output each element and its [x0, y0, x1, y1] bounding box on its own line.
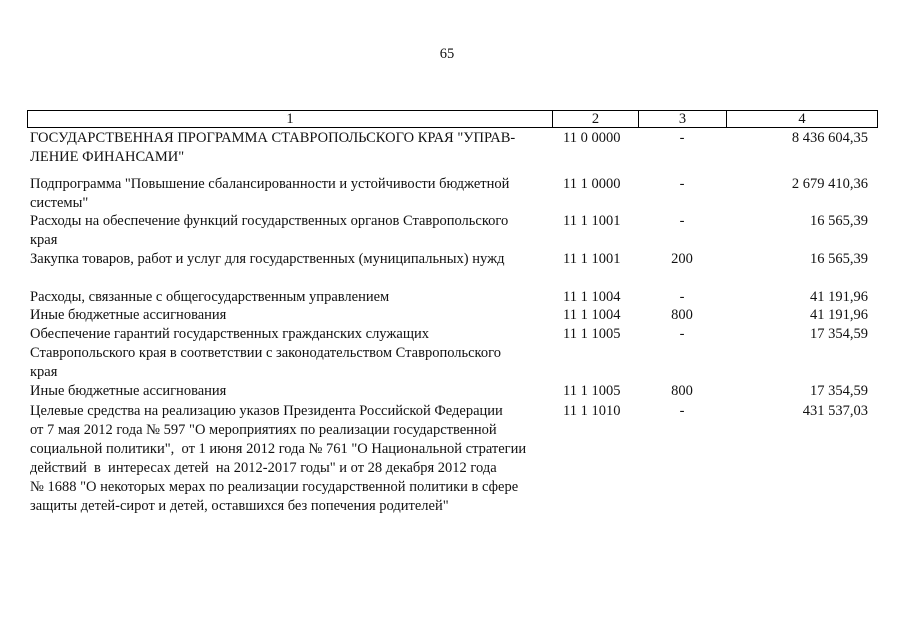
row-description: [30, 129, 550, 167]
description-line: Иные бюджетные ассигнования: [30, 307, 227, 323]
description-line: Целевые средства на реализацию указов Президента Российской Федерации: [30, 403, 503, 419]
row-amount: 8 436 604,35: [791, 130, 868, 146]
row-code: 11 1 0000: [563, 176, 621, 192]
row-description: [30, 325, 550, 382]
row-amount: 16 565,39: [810, 251, 868, 267]
row-kind: -: [679, 326, 685, 342]
row-description: [30, 175, 550, 213]
description-line: Расходы на обеспечение функций государственных органов Ставропольского: [30, 213, 509, 229]
row-amount: 41 191,96: [810, 307, 868, 323]
row-code: 11 1 1005: [563, 326, 621, 342]
column-header-2: 2: [553, 111, 639, 127]
description-line: Иные бюджетные ассигнования: [30, 383, 227, 399]
row-kind: -: [679, 213, 685, 229]
row-kind: -: [679, 130, 685, 146]
description-line: от 7 мая 2012 года № 597 "О мероприятиях по реализации государственной: [30, 422, 497, 438]
row-code: 11 0 0000: [563, 130, 621, 146]
description-line: защиты детей-сирот и детей, оставшихся без попечения родителей": [30, 498, 449, 514]
row-code: 11 1 1001: [563, 251, 621, 267]
row-code: 11 1 1010: [563, 403, 621, 419]
table-header-row: [27, 110, 878, 128]
row-description: [30, 288, 550, 307]
description-line: ЛЕНИЕ ФИНАНСАМИ": [30, 149, 185, 165]
description-line: Ставропольского края в соответствии с законодательством Ставропольского: [30, 345, 501, 361]
row-kind: -: [679, 289, 685, 305]
description-line: края: [30, 364, 58, 380]
row-code: 11 1 1001: [563, 213, 621, 229]
row-kind: 200: [671, 251, 693, 267]
row-kind: -: [679, 403, 685, 419]
row-amount: 2 679 410,36: [791, 176, 868, 192]
row-description: [30, 212, 550, 250]
column-header-1: 1: [28, 111, 553, 127]
row-amount: 17 354,59: [810, 326, 868, 342]
description-line: Подпрограмма "Повышение сбалансированности и устойчивости бюджетной: [30, 176, 510, 192]
description-line: Расходы, связанные с общегосударственным управлением: [30, 289, 390, 305]
row-code: 11 1 1004: [563, 289, 621, 305]
row-kind: 800: [671, 307, 693, 323]
description-line: Закупка товаров, работ и услуг для государственных (муниципальных) нужд: [30, 251, 505, 267]
row-description: [30, 402, 550, 516]
description-line: действий в интересах детей на 2012-2017 годы" и от 28 декабря 2012 года: [30, 460, 497, 476]
description-line: № 1688 "О некоторых мерах по реализации государственной политики в сфере: [30, 479, 519, 495]
row-description: [30, 382, 550, 401]
row-amount: 431 537,03: [802, 403, 868, 419]
description-line: Обеспечение гарантий государственных гражданских служащих: [30, 326, 429, 342]
row-description: [30, 250, 550, 269]
description-line: системы": [30, 195, 89, 211]
row-kind: -: [679, 176, 685, 192]
description-line: социальной политики", от 1 июня 2012 года № 761 "О Национальной стратегии: [30, 441, 527, 457]
description-line: ГОСУДАРСТВЕННАЯ ПРОГРАММА СТАВРОПОЛЬСКОГО КРАЯ "УПРАВ-: [30, 130, 516, 146]
row-amount: 17 354,59: [810, 383, 868, 399]
row-kind: 800: [671, 383, 693, 399]
column-header-3: 3: [639, 111, 727, 127]
page-number: 65: [439, 46, 455, 62]
row-amount: 41 191,96: [810, 289, 868, 305]
column-header-4: 4: [798, 111, 806, 127]
row-amount: 16 565,39: [810, 213, 868, 229]
row-description: [30, 306, 550, 325]
row-code: 11 1 1005: [563, 383, 621, 399]
row-code: 11 1 1004: [563, 307, 621, 323]
description-line: края: [30, 232, 58, 248]
